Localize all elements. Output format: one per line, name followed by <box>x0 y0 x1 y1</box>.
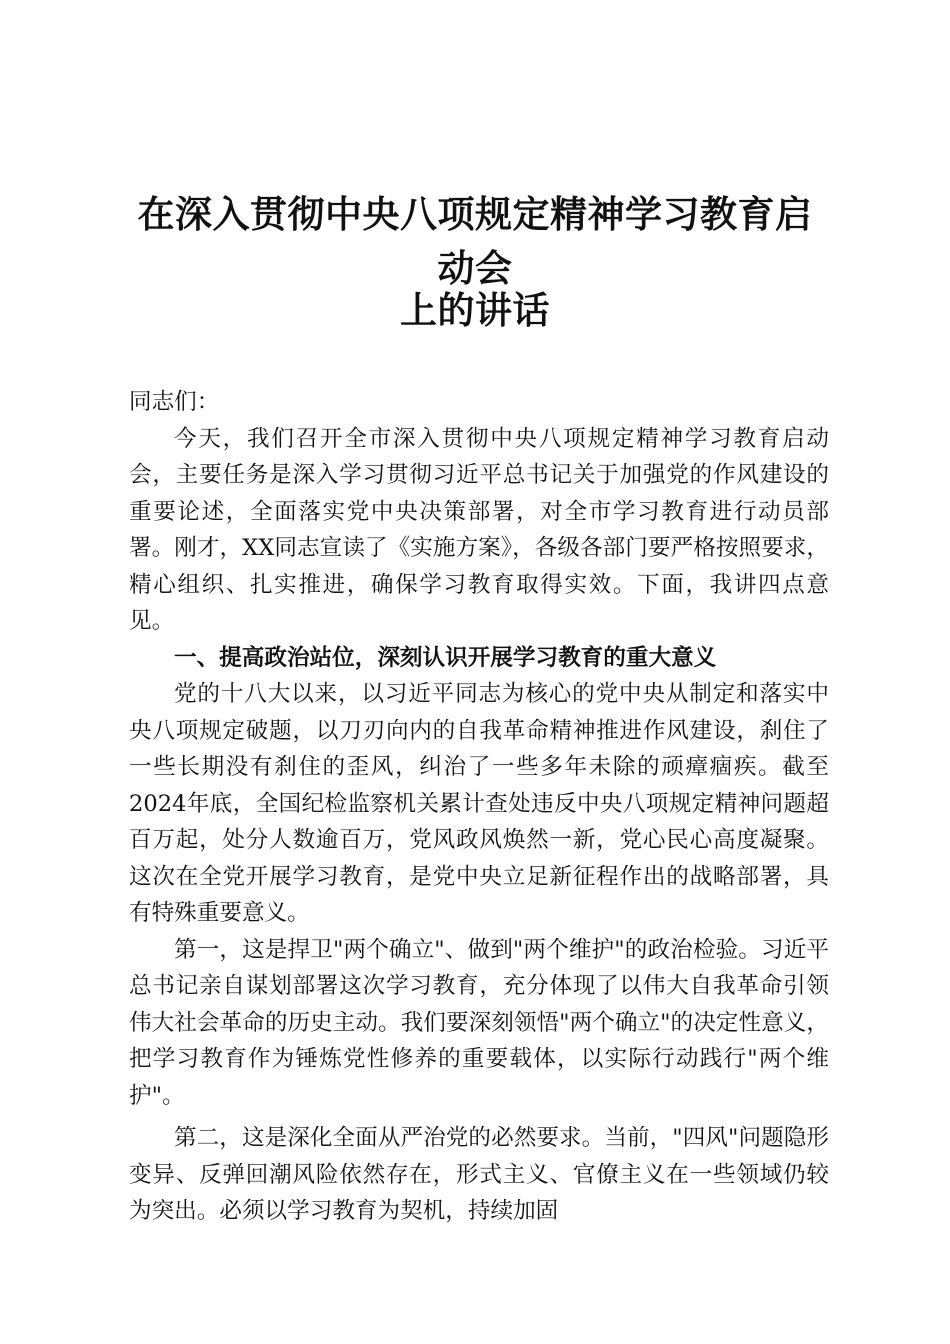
document-title-line-2: 上的讲话 <box>400 288 550 332</box>
paragraph-significance: 党的十八大以来，以习近平同志为核心的党中央从制定和落实中央八项规定破题，以刀刃向内的自我革命精神推进作风建设，刹住了一些长期没有刹住的歪风，纠治了一些多年未除的顽瘴痼疾。截至2024年底，全国纪检监察机关累计查处违反中央八项规定精神问题超百万起，处分人数逾百万，党风政风焕然一新，党心民心高度凝聚。这次在全党开展学习教育，是党中央立足新征程作出的战略部署，具有特殊重要意义。 <box>129 681 829 926</box>
paragraph-intro: 今天，我们召开全市深入贯彻中央八项规定精神学习教育启动会，主要任务是深入学习贯彻习近平总书记关于加强党的作风建设的重要论述，全面落实党中央决策部署，对全市学习教育进行动员部署。刚才，XX同志宣读了《实施方案》，各级各部门要严格按照要求，精心组织、扎实推进，确保学习教育取得实效。下面，我讲四点意见。 <box>129 425 829 634</box>
paragraph-point-2: 第二，这是深化全面从严治党的必然要求。当前，"四风"问题隐形变异、反弹回潮风险依然存在，形式主义、官僚主义在一些领域仍较为突出。必须以学习教育为契机，持续加固 <box>129 1125 829 1224</box>
salutation: 同志们： <box>129 389 220 415</box>
document-title-line-1: 在深入贯彻中央八项规定精神学习教育启动会 <box>137 192 813 290</box>
paragraph-point-1: 第一，这是捍卫"两个确立"、做到"两个维护"的政治检验。习近平总书记亲自谋划部署这次学习教育，充分体现了以伟大自我革命引领伟大社会革命的历史主动。我们要深刻领悟"两个确立"的决定性意义，把学习教育作为锤炼党性修养的重要载体，以实际行动践行"两个维护"。 <box>129 936 829 1109</box>
document-body <box>129 384 829 1230</box>
section-heading-1: 一、提高政治站位，深刻认识开展学习教育的重大意义 <box>174 644 717 671</box>
